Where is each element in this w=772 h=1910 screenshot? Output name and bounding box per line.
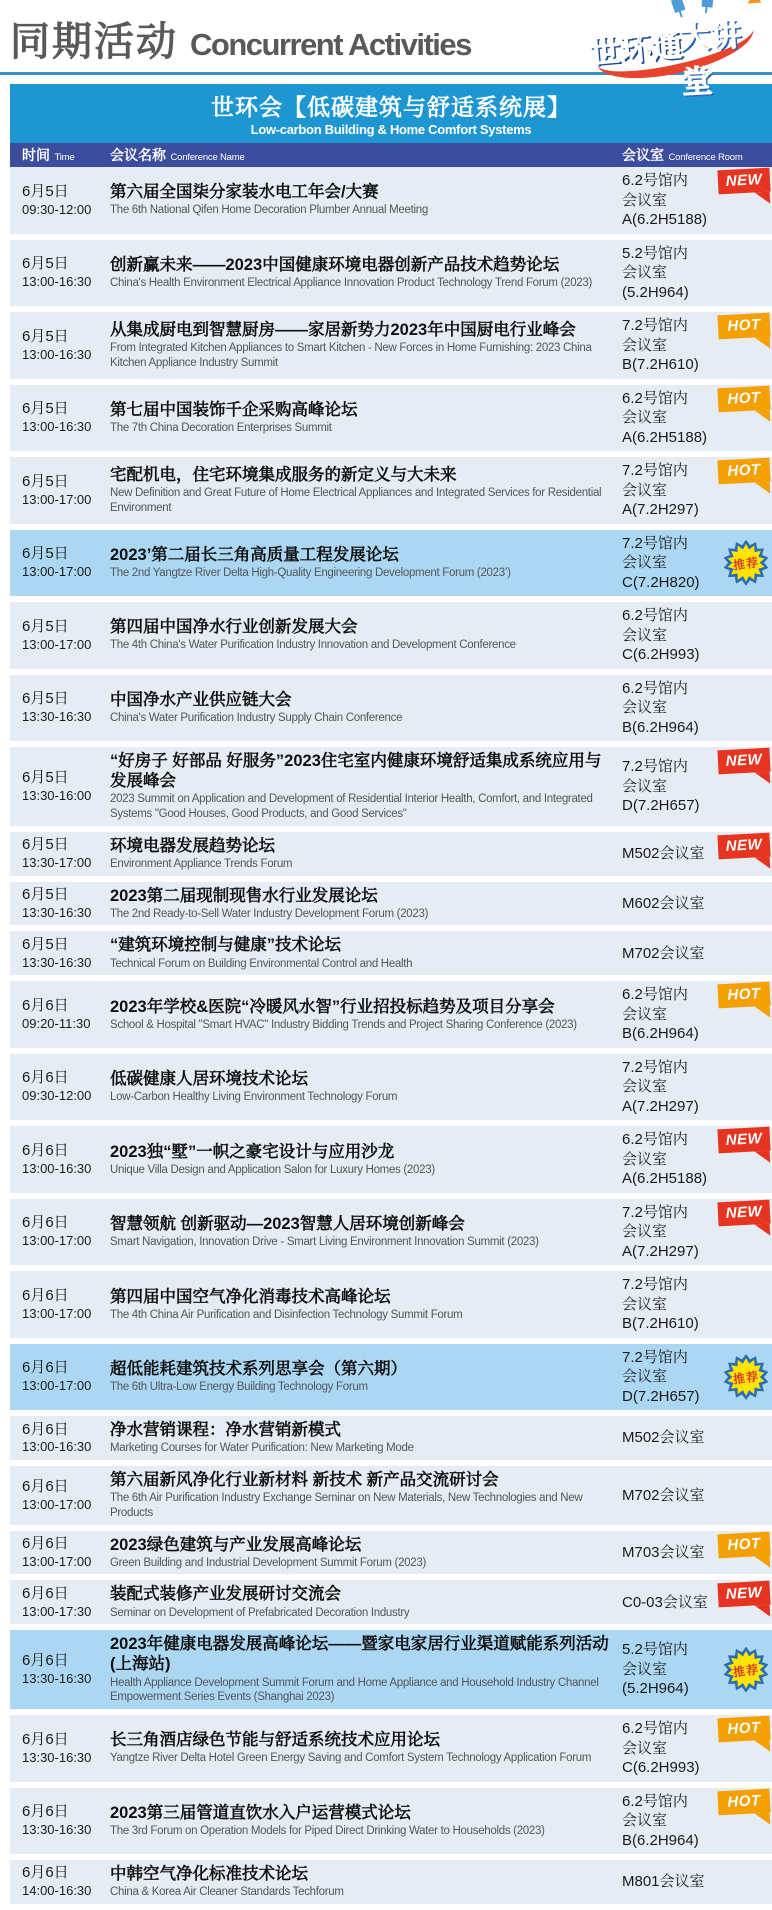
event-title [110, 1803, 622, 1839]
table-row [10, 1126, 772, 1193]
event-datetime [10, 1731, 110, 1766]
event-time: 13:00-17:00 [22, 564, 92, 579]
event-datetime [10, 1359, 110, 1394]
event-title [110, 255, 622, 291]
event-title-cn: 2023年学校&医院“冷暖风水智”行业招投标趋势及项目分享会 [110, 997, 555, 1016]
event-room [622, 1428, 772, 1448]
event-datetime [10, 473, 110, 508]
event-title-en: Health Appliance Development Summit Forum and Home Appliance and Household Industry Channel Empowerment Series Events (Shanghai 2023) [110, 1676, 599, 1704]
event-room-line: M801会议室 [622, 1873, 705, 1891]
table-row [10, 675, 772, 742]
event-room-line: 会议室B(6.2H964) [622, 1005, 699, 1043]
table-row [10, 1416, 772, 1460]
event-title-en: Smart Navigation, Innovation Drive - Smart Living Environment Innovation Summit (2023) [110, 1236, 539, 1249]
event-title-cn: 智慧领航 创新驱动—2023智慧人居环境创新峰会 [110, 1215, 465, 1234]
event-room-line: 7.2号馆内 [622, 1058, 688, 1076]
event-time: 13:00-16:30 [22, 1439, 92, 1455]
event-datetime [10, 836, 110, 871]
new-badge: NEW [717, 1199, 770, 1226]
event-room-line: 会议室A(7.2H297) [622, 481, 699, 518]
event-room-line: M702会议室 [622, 1486, 705, 1504]
event-title [110, 320, 622, 371]
event-date: 6月6日 [22, 1535, 69, 1553]
recommend-badge [723, 540, 769, 586]
event-title [110, 1142, 622, 1178]
event-date: 6月6日 [22, 1286, 69, 1304]
event-title-cn: 环境电器发展趋势论坛 [110, 836, 275, 855]
event-date: 6月5日 [22, 836, 69, 854]
table-row [10, 931, 772, 975]
event-title [110, 617, 622, 653]
event-room-line: 5.2号馆内 [622, 244, 688, 262]
table-row [10, 981, 772, 1048]
event-room-line: 6.2号馆内 [622, 389, 688, 407]
event-room-line: 6.2号馆内 [622, 1720, 688, 1737]
event-date: 6月5日 [22, 182, 69, 200]
event-title-cn: 装配式装修产业发展研讨交流会 [110, 1585, 341, 1604]
event-title-cn: “建筑环境控制与健康”技术论坛 [110, 936, 341, 955]
event-title [110, 1420, 622, 1456]
event-time: 13:30-16:30 [22, 709, 92, 724]
event-room-line: M702会议室 [622, 944, 705, 962]
table-row [10, 1715, 772, 1782]
page-title-en: Concurrent Activities [190, 27, 471, 62]
event-title [110, 465, 622, 516]
event-title-cn: 超低能耗建筑技术系列思享会（第六期） [110, 1360, 407, 1379]
badge-label: 推荐 [732, 1368, 760, 1387]
shihuantong-lecture-hall-logo [584, 0, 769, 101]
event-room-line: 会议室(5.2H964) [622, 264, 689, 301]
event-room-line: 会议室B(6.2H964) [622, 1812, 699, 1849]
event-room-line: M502会议室 [622, 844, 705, 862]
hot-badge: HOT [717, 385, 770, 412]
column-time [10, 145, 110, 165]
event-time: 13:30-16:30 [22, 954, 92, 970]
event-datetime [10, 618, 110, 653]
event-title [110, 1287, 622, 1323]
event-title [110, 751, 622, 822]
event-datetime [10, 1287, 110, 1322]
event-date: 6月6日 [22, 1864, 69, 1882]
event-date: 6月5日 [22, 400, 69, 418]
event-title [110, 1864, 622, 1900]
event-date: 6月6日 [22, 1652, 69, 1670]
table-row [10, 1788, 772, 1855]
event-datetime [10, 1069, 110, 1104]
event-room-line: 5.2号馆内 [622, 1641, 688, 1659]
event-title-cn: 长三角酒店绿色节能与舒适系统技术应用论坛 [110, 1731, 440, 1750]
event-time: 13:00-17:00 [22, 636, 92, 652]
page-title-cn: 同期活动 [10, 20, 178, 64]
event-time: 13:30-17:00 [22, 854, 92, 870]
event-time: 13:30-16:30 [22, 1749, 92, 1765]
event-date: 6月6日 [22, 1803, 69, 1821]
event-date: 6月6日 [22, 1359, 69, 1377]
event-time: 13:30-16:30 [22, 1822, 92, 1837]
event-title-cn: 2023独“墅”一帜之豪宅设计与应用沙龙 [110, 1142, 395, 1161]
event-title-cn: 第四届中国净水行业创新发展大会 [110, 618, 358, 637]
event-datetime [10, 1864, 110, 1899]
column-time-en: Time [54, 152, 75, 163]
event-time: 09:20-11:30 [22, 1015, 91, 1031]
table-row [10, 747, 772, 826]
event-time: 14:00-16:30 [22, 1883, 92, 1899]
event-time: 09:30-12:00 [22, 201, 92, 217]
event-title-cn: 低碳健康人居环境技术论坛 [110, 1070, 308, 1089]
event-room [622, 1486, 772, 1506]
recommend-badge [723, 1647, 769, 1693]
event-title [110, 1584, 622, 1620]
event-time: 13:00-17:00 [22, 1233, 92, 1249]
event-datetime [10, 886, 110, 921]
event-date: 6月6日 [22, 1420, 69, 1438]
event-room-line: 会议室B(7.2H610) [622, 1295, 699, 1333]
event-time: 13:00-16:30 [22, 274, 92, 289]
event-title [110, 1634, 622, 1705]
event-date: 6月6日 [22, 1584, 69, 1602]
exhibition-banner [10, 84, 772, 143]
event-title [110, 545, 622, 581]
event-room-line: 7.2号馆内 [622, 1348, 688, 1366]
event-datetime [10, 1478, 110, 1513]
table-row [10, 882, 772, 926]
event-title-en: The 7th China Decoration Enterprises Summit [110, 421, 332, 434]
event-title-cn: “好房子 好部品 好服务”2023住宅室内健康环境舒适集成系统应用与发展峰会 [110, 752, 602, 791]
event-title-en: From Integrated Kitchen Appliances to Smart Kitchen - New Forces in Home Furnishing: 2023 China Kitchen Appliance Industry Summit [110, 342, 592, 369]
event-room-line: 会议室A(6.2H5188) [622, 191, 708, 228]
event-room [622, 944, 772, 964]
new-badge: NEW [717, 1581, 770, 1608]
event-time: 09:30-12:00 [22, 1088, 92, 1104]
column-room-cn: 会议室 [622, 147, 664, 163]
table-row [10, 1580, 772, 1624]
event-title [110, 690, 622, 726]
event-title-cn: 2023年健康电器发展高峰论坛——暨家电家居行业渠道赋能系列活动(上海站) [110, 1635, 609, 1674]
event-date: 6月6日 [22, 1069, 69, 1087]
event-datetime [10, 545, 110, 580]
event-title-cn: 2023第二届现制现售水行业发展论坛 [110, 886, 378, 905]
table-row [10, 1054, 772, 1121]
table-row [10, 1860, 772, 1904]
event-title-cn: 第六届新风净化行业新材料 新技术 新产品交流研讨会 [110, 1471, 499, 1490]
event-room-line: 会议室B(7.2H610) [622, 336, 699, 373]
hot-badge: HOT [717, 458, 770, 485]
event-title-en: Seminar on Development of Prefabricated Decoration Industry [110, 1606, 410, 1619]
event-room [622, 1058, 772, 1117]
table-row [10, 385, 772, 452]
event-room-line: 会议室A(6.2H5188) [622, 409, 708, 446]
event-title-cn: 第六届全国柒分家装水电工年会/大赛 [110, 183, 379, 202]
event-datetime [10, 1535, 110, 1570]
event-datetime [10, 400, 110, 435]
event-title [110, 886, 622, 922]
table-row [10, 530, 772, 597]
event-title-en: Marketing Courses for Water Purification: New Marketing Mode [110, 1442, 414, 1455]
event-datetime [10, 997, 110, 1032]
event-title-en: School & Hospital "Smart HVAC" Industry Bidding Trends and Project Sharing Conference (2023) [110, 1018, 577, 1031]
exhibition-title-en: Low-carbon Building & Home Comfort Systems [250, 122, 532, 137]
event-room-line: 7.2号馆内 [622, 1276, 688, 1294]
hot-badge: HOT [717, 982, 770, 1009]
event-title [110, 182, 622, 218]
event-room-line: 会议室D(7.2H657) [622, 1368, 700, 1405]
event-datetime [10, 183, 110, 218]
event-date: 6月5日 [22, 472, 69, 490]
table-row [10, 1630, 772, 1709]
event-room-line: C0-03会议室 [622, 1593, 708, 1611]
badge-label: 推荐 [732, 1661, 760, 1679]
event-table-body [10, 167, 772, 1904]
event-title-en: The 4th China's Water Purification Industry Innovation and Development Conference [110, 639, 516, 652]
event-room-line: 会议室C(6.2H993) [622, 626, 700, 663]
event-room [622, 244, 772, 303]
event-title-en: The 6th National Qifen Home Decoration Plumber Annual Meeting [110, 204, 428, 217]
event-datetime [10, 690, 110, 725]
event-title-en: Environment Appliance Trends Forum [110, 857, 293, 870]
event-time: 13:00-17:00 [22, 1553, 92, 1569]
event-room [622, 894, 772, 914]
page-header [0, 0, 772, 101]
event-title-en: Technical Forum on Building Environmental Control and Health [110, 957, 413, 970]
event-date: 6月5日 [22, 768, 69, 786]
event-datetime [10, 255, 110, 290]
table-row [10, 832, 772, 876]
event-room-line: M502会议室 [622, 1429, 705, 1447]
event-room-line: 会议室(5.2H964) [622, 1660, 689, 1698]
event-time: 13:00-17:00 [22, 1378, 92, 1394]
event-title-cn: 从集成厨电到智慧厨房——家居新势力2023年中国厨电行业峰会 [110, 320, 576, 339]
logo-text-sub: 大讲堂 [678, 17, 742, 101]
event-room-line: 6.2号馆内 [622, 679, 688, 697]
event-room-line: M602会议室 [622, 894, 705, 912]
event-date: 6月6日 [22, 1141, 69, 1159]
event-title [110, 1214, 622, 1250]
event-title [110, 1470, 622, 1521]
table-column-header [10, 143, 772, 167]
hot-badge: HOT [717, 1716, 770, 1743]
event-title-en: The 6th Ultra-Low Energy Building Technology Forum [110, 1381, 368, 1394]
event-title [110, 1069, 622, 1105]
event-time: 13:00-16:30 [22, 346, 92, 362]
event-date: 6月5日 [22, 690, 69, 708]
event-time: 13:00-16:30 [22, 419, 92, 434]
event-title-en: The 3rd Forum on Operation Models for Piped Direct Drinking Water to Households (2023) [110, 1824, 545, 1837]
event-room-line: 会议室D(7.2H657) [622, 777, 700, 815]
event-room-line: 7.2号馆内 [622, 534, 688, 552]
new-badge: NEW [717, 832, 770, 859]
event-room-line: 会议室A(6.2H5188) [622, 1150, 708, 1188]
table-row [10, 240, 772, 307]
table-row [10, 602, 772, 669]
event-datetime [10, 1142, 110, 1177]
new-badge: NEW [717, 1127, 770, 1154]
table-row [10, 167, 772, 234]
event-date: 6月5日 [22, 545, 69, 563]
table-row [10, 457, 772, 524]
badge-label: 推荐 [732, 554, 760, 572]
column-name-cn: 会议名称 [110, 147, 166, 163]
event-title-en: Green Building and Industrial Development Summit Forum (2023) [110, 1556, 426, 1569]
new-badge: NEW [717, 748, 770, 775]
event-room [622, 679, 772, 738]
event-room-line: 6.2号馆内 [622, 986, 688, 1004]
hot-badge: HOT [717, 313, 770, 340]
table-row [10, 1271, 772, 1338]
table-row [10, 1199, 772, 1266]
table-row [10, 1344, 772, 1411]
event-time: 13:30-16:30 [22, 1670, 92, 1686]
event-title-en: The 2nd Ready-to-Sell Water Industry Development Forum (2023) [110, 907, 429, 920]
event-room-line: 7.2号馆内 [622, 1203, 688, 1221]
column-time-cn: 时间 [22, 147, 50, 163]
event-time: 13:00-17:00 [22, 1496, 92, 1512]
event-title-cn: 2023绿色建筑与产业发展高峰论坛 [110, 1535, 362, 1554]
column-name-en: Conference Name [170, 152, 245, 163]
event-datetime [10, 328, 110, 363]
event-title-en: The 2nd Yangtze River Delta High-Quality Engineering Development Forum (2023’) [110, 566, 511, 579]
event-title [110, 836, 622, 872]
event-title-cn: 宅配机电，住宅环境集成服务的新定义与大未来 [110, 465, 457, 484]
event-date: 6月5日 [22, 935, 69, 953]
event-room-line: 6.2号馆内 [622, 1131, 688, 1149]
table-row [10, 1531, 772, 1575]
event-room-line: 7.2号馆内 [622, 758, 688, 776]
event-title-en: The 6th Air Purification Industry Exchange Seminar on New Materials, New Technologies and New Products [110, 1492, 583, 1519]
event-room-line: 会议室C(7.2H820) [622, 554, 700, 591]
column-room-en: Conference Room [668, 152, 743, 163]
event-date: 6月6日 [22, 1477, 69, 1495]
event-datetime [10, 1214, 110, 1249]
event-title [110, 1730, 622, 1766]
event-room-line: 6.2号馆内 [622, 1792, 688, 1810]
event-title-cn: 创新赢未来——2023中国健康环境电器创新产品技术趋势论坛 [110, 255, 560, 274]
table-row [10, 312, 772, 379]
event-room-line: 7.2号馆内 [622, 317, 688, 334]
event-title [110, 997, 622, 1033]
event-room-line: 7.2号馆内 [622, 462, 688, 479]
event-title [110, 1359, 622, 1395]
new-badge: NEW [717, 168, 770, 195]
event-title-cn: 2023第三届管道直饮水入户运营模式论坛 [110, 1803, 411, 1822]
event-room-line: 会议室A(7.2H297) [622, 1223, 699, 1260]
event-title-en: China & Korea Air Cleaner Standards Techforum [110, 1886, 344, 1899]
event-room-line: 会议室A(7.2H297) [622, 1078, 699, 1115]
event-title [110, 935, 622, 971]
event-time: 13:00-16:30 [22, 1160, 92, 1176]
event-date: 6月6日 [22, 1730, 69, 1748]
column-conference-name [110, 145, 622, 165]
hot-badge: HOT [717, 1531, 770, 1558]
column-conference-room [622, 145, 772, 165]
event-room [622, 1872, 772, 1892]
event-title-en: Low-Carbon Healthy Living Environment Technology Forum [110, 1091, 398, 1104]
event-time: 13:00-17:00 [22, 1305, 92, 1321]
event-room-line: M703会议室 [622, 1543, 705, 1561]
event-room-line: 会议室B(6.2H964) [622, 699, 699, 736]
event-title-en: New Definition and Great Future of Home Electrical Appliances and Integrated Services for Residential Environment [110, 487, 602, 514]
event-title [110, 1535, 622, 1571]
event-title-en: 2023 Summit on Application and Development of Residential Interior Health, Comfort, and Integrated Systems "Good Houses, Good Products, and Good Services" [110, 793, 593, 820]
event-title-cn: 中国净水产业供应链大会 [110, 690, 292, 709]
event-time: 13:00-17:30 [22, 1603, 92, 1619]
event-title-en: China's Health Environment Electrical Appliance Innovation Product Technology Trend Forum (2023) [110, 276, 593, 289]
exhibition-title-cn: 世环会【低碳建筑与舒适系统展】 [211, 94, 571, 120]
event-datetime [10, 1421, 110, 1456]
event-room-line: 会议室C(6.2H993) [622, 1739, 700, 1776]
recommend-badge [723, 1354, 769, 1400]
logo-text-main: 世环通 [587, 27, 684, 71]
event-date: 6月5日 [22, 327, 69, 345]
crown-icon [747, 0, 762, 4]
event-time: 13:00-17:00 [22, 491, 92, 507]
event-date: 6月5日 [22, 255, 69, 273]
event-room [622, 606, 772, 665]
event-title-cn: 第七届中国装饰千企采购高峰论坛 [110, 400, 358, 419]
event-title-cn: 2023’第二届长三角高质量工程发展论坛 [110, 545, 399, 564]
event-time: 13:30-16:00 [22, 787, 92, 803]
event-title-en: The 4th China Air Purification and Disinfection Technology Summit Forum [110, 1308, 463, 1321]
event-room-line: 6.2号馆内 [622, 607, 688, 624]
event-date: 6月5日 [22, 885, 69, 903]
event-datetime [10, 1585, 110, 1620]
event-datetime [10, 1803, 110, 1838]
event-room-line: 6.2号馆内 [622, 172, 688, 189]
event-title-en: Unique Villa Design and Application Salon for Luxury Homes (2023) [110, 1163, 435, 1176]
event-datetime [10, 769, 110, 804]
event-room [622, 1275, 772, 1334]
event-time: 13:30-16:30 [22, 904, 92, 920]
event-date: 6月6日 [22, 996, 69, 1014]
event-title-cn: 第四届中国空气净化消毒技术高峰论坛 [110, 1287, 391, 1306]
event-date: 6月6日 [22, 1214, 69, 1232]
event-title-en: China's Water Purification Industry Supply Chain Conference [110, 711, 403, 724]
hot-badge: HOT [717, 1788, 770, 1815]
event-datetime [10, 936, 110, 971]
event-date: 6月5日 [22, 617, 69, 635]
event-title-cn: 净水营销课程：净水营销新模式 [110, 1421, 341, 1440]
event-title-cn: 中韩空气净化标准技术论坛 [110, 1865, 308, 1883]
event-title-en: Yangtze River Delta Hotel Green Energy Saving and Comfort System Technology Application Forum [110, 1752, 592, 1765]
event-datetime [10, 1652, 110, 1687]
microphone-icon [700, 0, 714, 9]
event-title [110, 400, 622, 436]
